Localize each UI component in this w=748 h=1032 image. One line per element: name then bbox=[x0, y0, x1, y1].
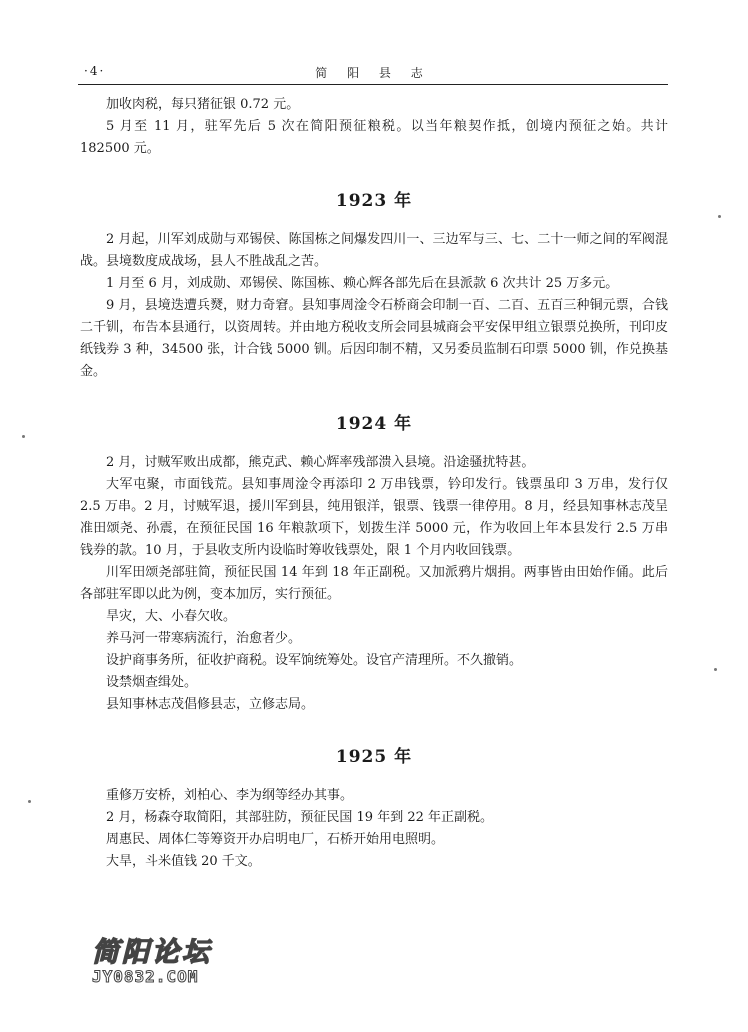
paragraph: 2 月，杨森夺取简阳，其部驻防，预征民国 19 年到 22 年正副税。 bbox=[106, 810, 494, 825]
scan-speck bbox=[714, 668, 717, 671]
year-heading-1924: 1924 年 bbox=[335, 414, 413, 434]
book-title: 简 阳 县 志 bbox=[315, 66, 431, 80]
paragraph: 重修万安桥，刘柏心、李为纲等经办其事。 bbox=[106, 788, 354, 803]
year-heading-1925: 1925 年 bbox=[335, 747, 413, 767]
paragraph: 加收肉税，每只猪征银 0.72 元。 bbox=[106, 97, 300, 112]
paragraph: 5 月至 11 月，驻军先后 5 次在简阳预征粮税。以当年粮契作抵，创境内预征之始。共计 182500 元。 bbox=[80, 119, 668, 156]
paragraph: 周惠民、周体仁等筹资开办启明电厂，石桥开始用电照明。 bbox=[106, 832, 445, 847]
watermark-site-name: 简阳论坛 bbox=[92, 937, 212, 968]
paragraph: 2 月，讨贼军败出成都，熊克武、赖心辉率残部溃入县境。沿途骚扰特甚。 bbox=[106, 455, 535, 470]
paragraph: 设护商事务所，征收护商税。设军饷统筹处。设官产清理所。不久撤销。 bbox=[106, 653, 523, 668]
scan-speck bbox=[22, 435, 25, 438]
paragraph: 大旱，斗米值钱 20 千文。 bbox=[106, 854, 261, 869]
forum-watermark bbox=[92, 930, 242, 990]
watermark-site-url: JY0832.COM bbox=[92, 967, 199, 986]
paragraph: 1 月至 6 月，刘成勋、邓锡侯、陈国栋、赖心辉各部先后在县派款 6 次共计 25 万多元。 bbox=[106, 276, 619, 291]
paragraph: 2 月起，川军刘成勋与邓锡侯、陈国栋之间爆发四川一、三边军与三、七、二十一师之间的军阀混战。县境数度成战场，县人不胜战乱之苦。 bbox=[80, 232, 668, 269]
year-heading-1923: 1923 年 bbox=[335, 191, 413, 211]
paragraph: 县知事林志茂倡修县志，立修志局。 bbox=[106, 697, 315, 712]
page-header bbox=[78, 62, 668, 85]
paragraph: 大军屯聚，市面钱荒。县知事周淦令再添印 2 万串钱票，钤印发行。钱票虽印 3 万串，发行仅 2.5 万串。2 月，讨贼军退，援川军到县，纯用银洋，银票、钱票一律停用。8 月，经县知事林志茂呈准田颂尧、孙震，在预征民国 16 年粮款项下，划拨生洋 5000 元，作为收回上年本县发行 2.5 万串钱券的款。10 月，于县收支所内设临时筹收钱票处，限 1 个月内收回钱票。 bbox=[80, 477, 668, 558]
paragraph: 9 月，县境迭遭兵燹，财力奇窘。县知事周淦令石桥商会印制一百、二百、五百三种铜元票，合钱二千钏，布告本县通行，以资周转。并由地方税收支所会同县城商会平安保甲组立银票兑换所，刊印皮纸钱券 3 种，34500 张，计合钱 5000 钏。后因印制不精，又另委员监制石印票 5000 钏，作兑换基金。 bbox=[80, 298, 668, 379]
paragraph: 设禁烟查缉处。 bbox=[106, 675, 198, 690]
page-body bbox=[80, 94, 668, 873]
paragraph: 养马河一带寒病流行，治愈者少。 bbox=[106, 631, 302, 646]
scan-speck bbox=[28, 800, 31, 803]
page-number: ·4· bbox=[84, 64, 106, 78]
scan-speck bbox=[718, 215, 721, 218]
paragraph: 川军田颂尧部驻简，预征民国 14 年到 18 年正副税。又加派鸦片烟捐。两事皆由田始作俑。此后各部驻军即以此为例，变本加厉，实行预征。 bbox=[80, 565, 668, 602]
paragraph: 旱灾，大、小春欠收。 bbox=[106, 609, 237, 624]
